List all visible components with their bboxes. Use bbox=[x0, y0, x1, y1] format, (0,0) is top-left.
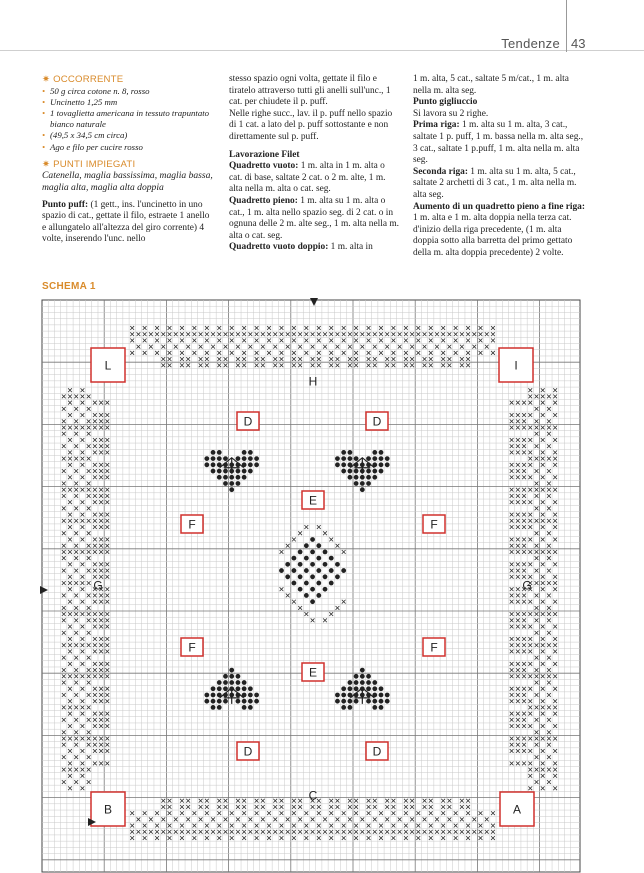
puff-dot bbox=[366, 674, 371, 679]
puff-text: (1 gett., ins. l'uncinetto in uno spazio di cat., gettate il filo, estraete 1 anello e allungatelo all'altezza del giro corrente) 4 volte, inserendo l'unc. nello bbox=[42, 199, 210, 245]
puff-dot bbox=[316, 568, 321, 573]
puff-dot bbox=[285, 562, 290, 567]
giugliuccio-title: Punto gigliuccio bbox=[413, 97, 478, 108]
filet-vuoto-label: Quadretto vuoto: bbox=[229, 161, 299, 172]
puff-dot bbox=[354, 481, 359, 486]
puff-dot bbox=[341, 456, 346, 461]
giugliuccio-row1 bbox=[413, 120, 589, 166]
puff-dot bbox=[248, 462, 253, 467]
filet-doppio-text: 1 m. alta in bbox=[330, 242, 373, 253]
puff-dot bbox=[285, 574, 290, 579]
puff-dot bbox=[323, 587, 328, 592]
filet-doppio-label: Quadretto vuoto doppio: bbox=[229, 242, 329, 253]
puff-dot bbox=[347, 686, 352, 691]
puff-dot bbox=[242, 475, 247, 480]
puff-dot bbox=[236, 456, 241, 461]
puff-dot bbox=[211, 693, 216, 698]
filet-vuoto bbox=[229, 161, 399, 196]
puff-dot bbox=[372, 705, 377, 710]
puff-dot bbox=[248, 469, 253, 474]
puff-dot bbox=[360, 487, 365, 492]
puff-dot bbox=[254, 699, 259, 704]
giugliuccio-intro: Si lavora su 2 righe. bbox=[413, 108, 489, 119]
materials-item: • Ago e filo per cucire rosso bbox=[42, 142, 214, 153]
puff-dot bbox=[379, 693, 384, 698]
puff-dot bbox=[354, 680, 359, 685]
puff-dot bbox=[211, 450, 216, 455]
puff-dot bbox=[316, 593, 321, 598]
puff-dot bbox=[248, 450, 253, 455]
text-column-2 bbox=[229, 74, 399, 254]
chart-label: F bbox=[430, 640, 438, 655]
filet-doppio-continued: 1 m. alta, 5 cat., saltate 5 m/cat., 1 m. alta nella m. alta seg. bbox=[413, 74, 569, 96]
puff-dot bbox=[217, 705, 222, 710]
puff-dot bbox=[229, 475, 234, 480]
section-name: Tendenze bbox=[501, 36, 560, 51]
puff-dot bbox=[310, 587, 315, 592]
puff-dot bbox=[242, 699, 247, 704]
text-column-3 bbox=[413, 74, 589, 260]
chart-label: F bbox=[188, 640, 196, 655]
increase-label: Aumento di un quadretto pieno a fine riga: bbox=[413, 201, 585, 212]
puff-dot bbox=[372, 456, 377, 461]
puff-dot bbox=[360, 475, 365, 480]
puff-dot bbox=[310, 537, 315, 542]
puff-dot bbox=[347, 469, 352, 474]
filet-chart bbox=[0, 290, 644, 873]
chart-label: G bbox=[522, 578, 532, 593]
puff-dot bbox=[379, 705, 384, 710]
puff-dot bbox=[341, 699, 346, 704]
puff-paragraph bbox=[42, 200, 214, 246]
puff-dot bbox=[360, 481, 365, 486]
puff-dot bbox=[211, 469, 216, 474]
puff-dot bbox=[229, 674, 234, 679]
puff-dot bbox=[298, 574, 303, 579]
chart-label: B bbox=[103, 802, 113, 817]
puff-dot bbox=[204, 693, 209, 698]
row2-text: 1 m. alta su 1 m. alta, 5 cat., saltate 2 archetti di 3 cat., 1 m. alta nella m. alta seg. bbox=[413, 166, 577, 200]
puff-dot bbox=[341, 705, 346, 710]
materials-title: OCCORRENTE bbox=[53, 74, 124, 85]
chart-label: G bbox=[93, 578, 103, 593]
puff-dot bbox=[347, 475, 352, 480]
chart-label: E bbox=[308, 493, 318, 508]
puff-dot bbox=[366, 475, 371, 480]
puff-dot bbox=[335, 462, 340, 467]
puff-dot bbox=[242, 450, 247, 455]
materials-heading bbox=[42, 74, 214, 86]
puff-dot bbox=[223, 475, 228, 480]
text-column-1 bbox=[42, 74, 214, 246]
puff-dot bbox=[360, 680, 365, 685]
puff-dot bbox=[372, 469, 377, 474]
puff-dot bbox=[217, 699, 222, 704]
star-icon: ✷ bbox=[42, 74, 54, 85]
puff-dot bbox=[347, 705, 352, 710]
puff-dot bbox=[347, 680, 352, 685]
puff-continued: stesso spazio ogni volta, gettate il filo e tiratelo attraverso tutti gli anelli sull'unc., 1 cat. per chiudete il p. puff. bbox=[229, 74, 391, 108]
puff-dot bbox=[385, 699, 390, 704]
puff-dot bbox=[217, 686, 222, 691]
puff-dot bbox=[341, 568, 346, 573]
chart-label: D bbox=[243, 414, 253, 429]
puff-dot bbox=[304, 581, 309, 586]
filet-doppio bbox=[229, 242, 399, 254]
puff-dot bbox=[248, 456, 253, 461]
puff-dot bbox=[223, 674, 228, 679]
puff-dot bbox=[379, 450, 384, 455]
puff-dot bbox=[329, 568, 334, 573]
chart-label: A bbox=[512, 802, 522, 817]
stitches-title: PUNTI IMPIEGATI bbox=[53, 158, 136, 170]
puff-dot bbox=[254, 693, 259, 698]
puff-dot bbox=[316, 581, 321, 586]
puff-dot bbox=[335, 699, 340, 704]
puff-dot bbox=[354, 686, 359, 691]
puff-dot bbox=[360, 668, 365, 673]
puff-dot bbox=[372, 699, 377, 704]
puff-dot bbox=[310, 574, 315, 579]
puff-dot bbox=[304, 556, 309, 561]
puff-dot bbox=[366, 680, 371, 685]
filet-pieno bbox=[229, 196, 399, 242]
puff-dot bbox=[279, 568, 284, 573]
page-number: 43 bbox=[571, 36, 586, 51]
puff-dot bbox=[242, 686, 247, 691]
puff-dot bbox=[379, 469, 384, 474]
puff-dot bbox=[385, 462, 390, 467]
puff-dot bbox=[254, 462, 259, 467]
stitches-list: Catenella, maglia bassissima, maglia bassa, maglia alta, maglia alta doppia bbox=[42, 170, 213, 193]
puff-dot bbox=[335, 574, 340, 579]
star-icon: ✷ bbox=[42, 158, 54, 170]
chart-label: D bbox=[372, 414, 382, 429]
puff-dot bbox=[242, 456, 247, 461]
puff-dot bbox=[372, 686, 377, 691]
puff-dot bbox=[354, 456, 359, 461]
puff-dot bbox=[229, 487, 234, 492]
puff-dot bbox=[329, 581, 334, 586]
puff-dot bbox=[223, 481, 228, 486]
puff-dot bbox=[211, 456, 216, 461]
puff-dot bbox=[298, 562, 303, 567]
puff-dot bbox=[323, 562, 328, 567]
puff-dot bbox=[223, 699, 228, 704]
header-divider bbox=[566, 0, 567, 52]
puff-dot bbox=[366, 686, 371, 691]
increase-text: 1 m. alta e 1 m. alta doppia nella terza cat. d'inizio della riga precedente, (1 m. alta doppia sotto alla barretta del primo gettato della m. alta doppia precedente) 2 volte. bbox=[413, 213, 573, 258]
materials-list bbox=[42, 86, 214, 153]
puff-dot bbox=[242, 705, 247, 710]
chart-label: F bbox=[188, 517, 196, 532]
puff-dot bbox=[335, 693, 340, 698]
puff-dot bbox=[310, 599, 315, 604]
puff-dot bbox=[236, 680, 241, 685]
puff-dot bbox=[223, 456, 228, 461]
puff-dot bbox=[248, 705, 253, 710]
increase-paragraph bbox=[413, 202, 589, 260]
puff-dot bbox=[204, 699, 209, 704]
filet-vuoto-text: 1 m. alta in 1 m. alta o cat. di base, saltate 2 cat. o 2 m. alte, 1 m. alta nella m. alta o cat. seg. bbox=[229, 161, 386, 195]
puff-dot bbox=[229, 668, 234, 673]
chart-label: E bbox=[308, 665, 318, 680]
puff-dot bbox=[211, 705, 216, 710]
puff-dot bbox=[341, 469, 346, 474]
puff-dot bbox=[360, 674, 365, 679]
puff-dot bbox=[316, 556, 321, 561]
chart-label: C bbox=[308, 788, 318, 803]
puff-dot bbox=[236, 686, 241, 691]
chart-label: L bbox=[104, 358, 112, 373]
puff-dot bbox=[229, 481, 234, 486]
puff-dot bbox=[248, 699, 253, 704]
chart-label: H bbox=[308, 374, 318, 389]
puff-dot bbox=[385, 456, 390, 461]
puff-dot bbox=[323, 550, 328, 555]
puff-dot bbox=[236, 469, 241, 474]
puff-dot bbox=[379, 699, 384, 704]
puff-dot bbox=[335, 562, 340, 567]
puff-dot bbox=[366, 456, 371, 461]
puff-dot bbox=[248, 693, 253, 698]
puff-dot bbox=[372, 680, 377, 685]
puff-dot bbox=[354, 674, 359, 679]
puff-dot bbox=[254, 456, 259, 461]
puff-dot bbox=[341, 693, 346, 698]
puff-dot bbox=[223, 469, 228, 474]
row1-label: Prima riga: bbox=[413, 120, 460, 131]
puff-dot bbox=[341, 686, 346, 691]
puff-next-rows: Nelle righe succ., lav. il p. puff nello spazio di 1 cat. a lato del p. puff sottostante e non direttamente sul p. puff. bbox=[229, 108, 393, 142]
puff-dot bbox=[341, 462, 346, 467]
puff-dot bbox=[304, 593, 309, 598]
puff-dot bbox=[298, 587, 303, 592]
filet-pieno-label: Quadretto pieno: bbox=[229, 195, 298, 206]
puff-dot bbox=[236, 699, 241, 704]
filet-title: Lavorazione Filet bbox=[229, 149, 300, 160]
puff-label: Punto puff: bbox=[42, 199, 89, 210]
puff-dot bbox=[354, 469, 359, 474]
puff-dot bbox=[316, 543, 321, 548]
puff-dot bbox=[292, 581, 297, 586]
puff-dot bbox=[385, 693, 390, 698]
chart-label: F bbox=[430, 517, 438, 532]
row1-text: 1 m. alta su 1 m. alta, 3 cat., saltate 1 p. puff, 1 m. bassa nella m. alta seg., 3 cat., saltate 1 p.puff, 1 m. alta nella m. alta seg. bbox=[413, 120, 584, 166]
puff-dot bbox=[211, 699, 216, 704]
puff-dot bbox=[217, 475, 222, 480]
puff-dot bbox=[347, 450, 352, 455]
puff-dot bbox=[298, 550, 303, 555]
puff-dot bbox=[236, 475, 241, 480]
puff-dot bbox=[347, 456, 352, 461]
puff-dot bbox=[304, 543, 309, 548]
puff-dot bbox=[329, 556, 334, 561]
puff-dot bbox=[242, 680, 247, 685]
puff-dot bbox=[217, 680, 222, 685]
materials-item: • (49,5 x 34,5 cm circa) bbox=[42, 130, 214, 141]
chart-label: D bbox=[372, 744, 382, 759]
puff-dot bbox=[354, 699, 359, 704]
puff-dot bbox=[341, 450, 346, 455]
puff-dot bbox=[236, 674, 241, 679]
puff-dot bbox=[217, 456, 222, 461]
schema-title: SCHEMA 1 bbox=[42, 281, 96, 292]
puff-dot bbox=[379, 686, 384, 691]
puff-dot bbox=[372, 475, 377, 480]
filet-pieno-text: 1 m. alta su 1 m. alta o cat., 1 m. alta nello spazio seg. di 2 cat. o in ognuna delle 2 m. alte seg., 1 m. alta nella m. alta o cat. seg. bbox=[229, 195, 400, 241]
puff-dot bbox=[242, 469, 247, 474]
puff-dot bbox=[217, 469, 222, 474]
materials-item: • 1 tovaglietta americana in tessuto trapuntato bianco naturale bbox=[42, 108, 214, 130]
puff-dot bbox=[204, 462, 209, 467]
materials-item: • 50 g circa cotone n. 8, rosso bbox=[42, 86, 214, 97]
puff-dot bbox=[236, 481, 241, 486]
puff-dot bbox=[366, 469, 371, 474]
puff-dot bbox=[304, 568, 309, 573]
puff-dot bbox=[379, 456, 384, 461]
puff-dot bbox=[204, 456, 209, 461]
stitches-heading bbox=[42, 159, 214, 171]
materials-item: • Uncinetto 1,25 mm bbox=[42, 97, 214, 108]
puff-dot bbox=[366, 699, 371, 704]
puff-dot bbox=[211, 462, 216, 467]
puff-dot bbox=[310, 550, 315, 555]
puff-dot bbox=[310, 562, 315, 567]
puff-dot bbox=[211, 686, 216, 691]
chart-label: D bbox=[243, 744, 253, 759]
puff-dot bbox=[292, 568, 297, 573]
puff-dot bbox=[229, 680, 234, 685]
chart-label: I bbox=[514, 358, 518, 373]
puff-dot bbox=[372, 450, 377, 455]
puff-dot bbox=[248, 686, 253, 691]
puff-dot bbox=[335, 456, 340, 461]
puff-dot bbox=[347, 699, 352, 704]
puff-dot bbox=[292, 556, 297, 561]
puff-dot bbox=[217, 450, 222, 455]
puff-dot bbox=[354, 475, 359, 480]
row2-label: Seconda riga: bbox=[413, 166, 468, 177]
puff-dot bbox=[379, 462, 384, 467]
puff-dot bbox=[323, 574, 328, 579]
giugliuccio-row2 bbox=[413, 167, 589, 202]
puff-dot bbox=[223, 680, 228, 685]
puff-dot bbox=[223, 686, 228, 691]
puff-dot bbox=[366, 481, 371, 486]
